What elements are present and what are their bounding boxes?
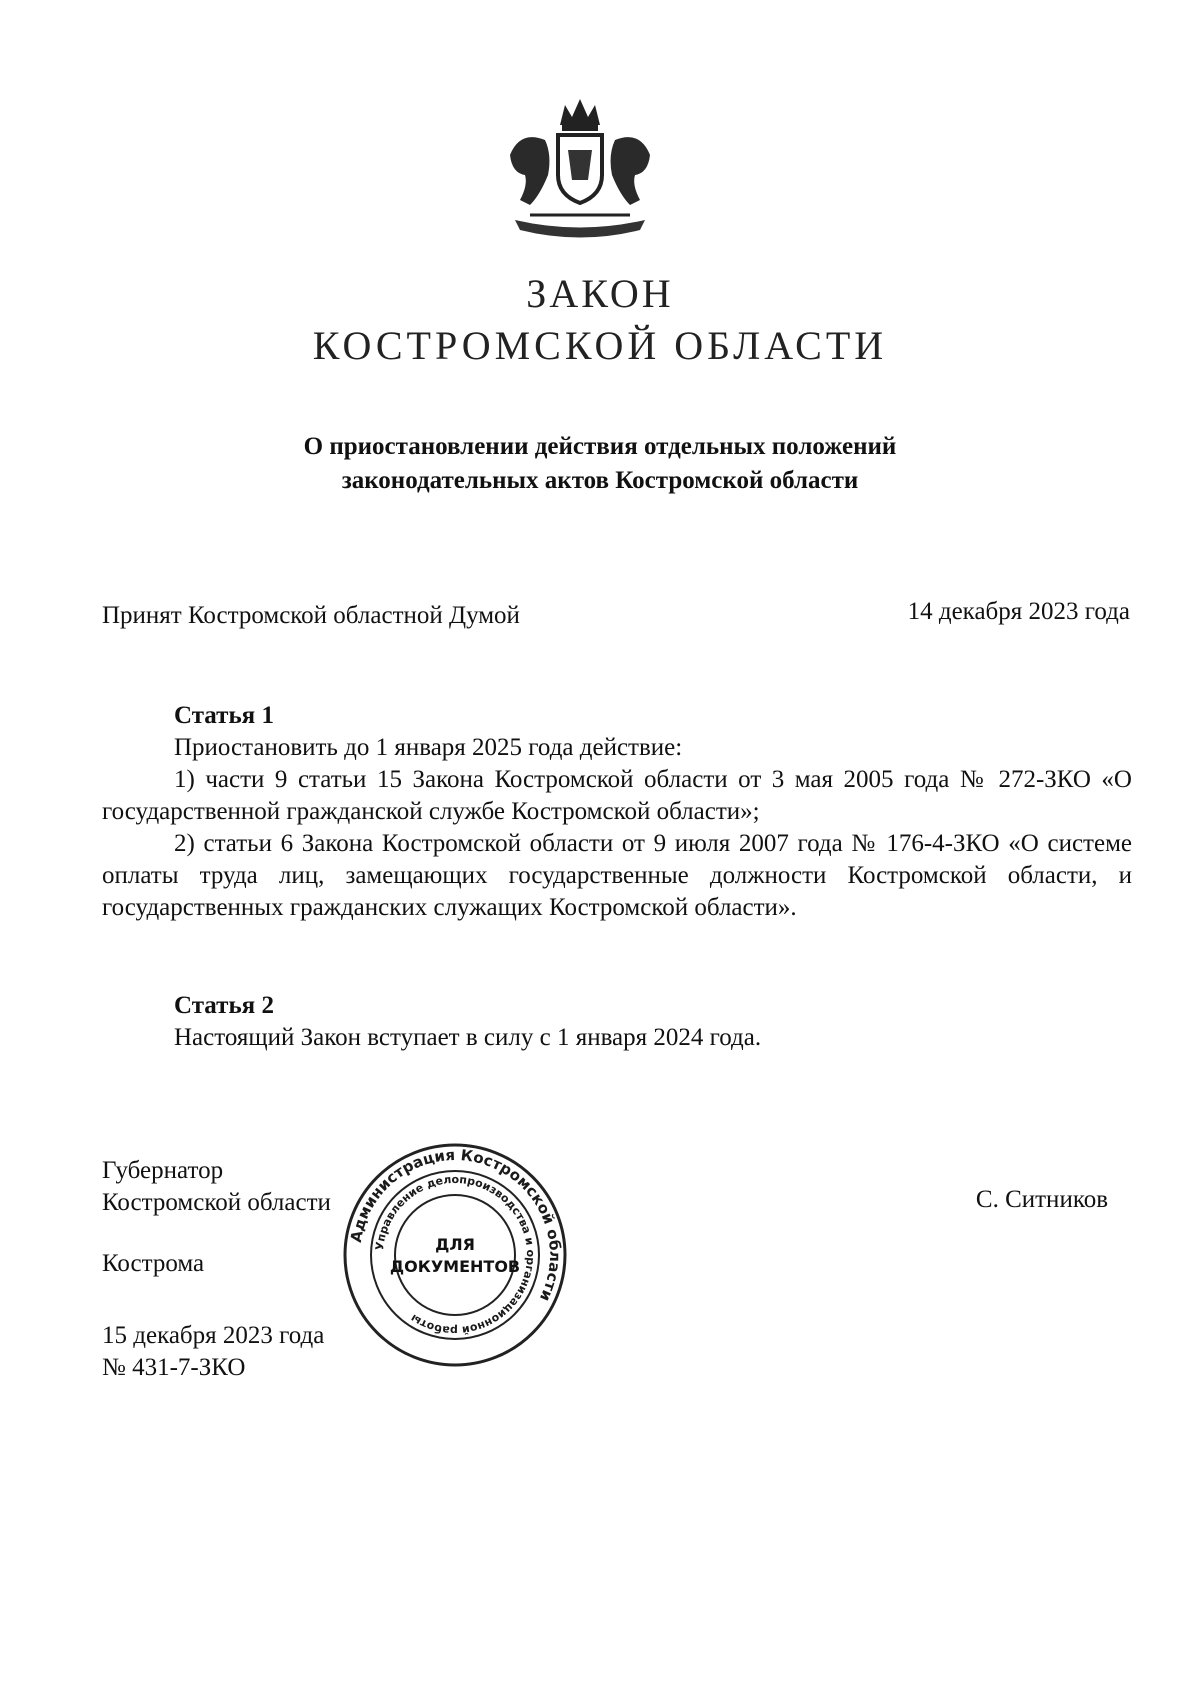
law-title: ЗАКОН [526,271,674,316]
article-1-item-2: 2) статьи 6 Закона Костромской области от 9 июля 2007 года № 176-4-ЗКО «О системе оплаты труда лиц, замещающих государственные должности Костромской области, и государственных гражданских служащих Костромской области». [102,830,1132,921]
signer-position-line1: Губернатор [102,1157,224,1184]
stamp-outer-text: Администрация Костромской области [346,1145,565,1305]
article-2-title: Статья 2 [174,992,274,1019]
law-region: КОСТРОМСКОЙ ОБЛАСТИ [312,323,888,368]
stamp-middle-text: Управление делопроизводства и организационной работы [373,1172,538,1338]
law-number: № 431-7-ЗКО [102,1354,246,1381]
article-1 [102,700,1132,924]
law-subject [0,430,1200,498]
stamp-inner-line1: ДЛЯ [435,1235,475,1254]
article-2 [102,990,1132,1054]
signer-name: С. Ситников [975,1186,1108,1213]
article-1-title: Статья 1 [174,702,274,729]
article-1-intro: Приостановить до 1 января 2025 года действие: [174,734,683,761]
adopted-by: Принят Костромской областной Думой [102,602,520,629]
law-subject-line2: законодательных актов Костромской области [341,467,859,494]
article-1-item-1: 1) части 9 статьи 15 Закона Костромской области от 3 мая 2005 года № 272-ЗКО «О государственной гражданской службе Костромской области»; [102,766,1132,825]
signing-details [102,1320,324,1384]
official-stamp [340,1140,570,1370]
signing-city: Кострома [102,1250,205,1277]
stamp-inner-line2: ДОКУМЕНТОВ [389,1257,521,1276]
article-2-text: Настоящий Закон вступает в силу с 1 января 2024 года. [174,1024,762,1051]
coat-of-arms-icon [490,95,670,250]
adoption-date: 14 декабря 2023 года [907,598,1130,625]
law-subject-line1: О приостановлении действия отдельных положений [303,433,897,460]
signer-position-line2: Костромской области [102,1189,331,1216]
signer-position [102,1155,331,1219]
signing-date: 15 декабря 2023 года [102,1322,325,1349]
